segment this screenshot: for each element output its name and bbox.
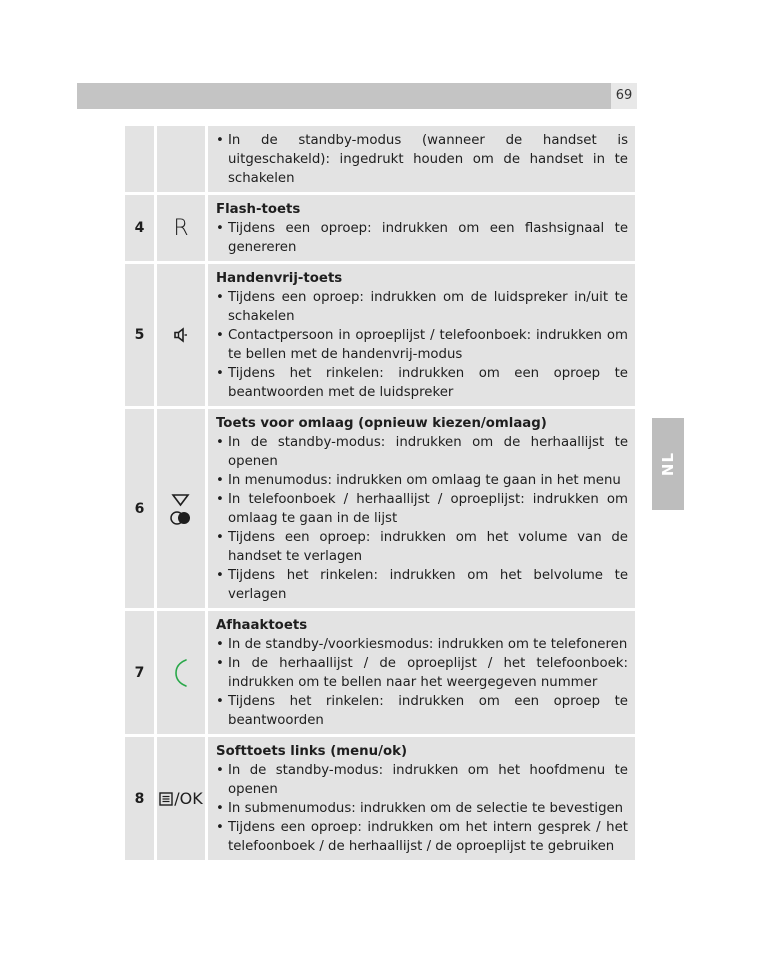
table-row	[125, 409, 635, 608]
row-description	[208, 737, 635, 860]
row-number	[125, 126, 154, 192]
bullet-item: • In de standby-modus: indrukken om het hoofdmenu te openen	[216, 761, 628, 799]
down-arrow-redial-icon	[168, 491, 194, 527]
bullet-list	[216, 131, 628, 188]
table-row	[125, 264, 635, 406]
row-description	[208, 195, 635, 261]
bullet-item: • Contactpersoon in oproeplijst / telefoonboek: indrukken om te bellen met de handenvrij-modus	[216, 326, 628, 364]
key-symbol	[157, 264, 205, 406]
row-heading: Handenvrij-toets	[216, 271, 343, 286]
bullet-item: • In de standby-modus: indrukken om de herhaallijst te openen	[216, 433, 628, 471]
key-symbol	[157, 195, 205, 261]
bullet-item: • Tijdens een oproep: indrukken om het volume van de handset te verlagen	[216, 528, 628, 566]
table-row	[125, 737, 635, 860]
bullet-list	[216, 433, 628, 604]
bullet-item: • Tijdens een oproep: indrukken om een flashsignaal te genereren	[216, 219, 628, 257]
flash-key-label: R	[173, 215, 189, 241]
key-symbol	[157, 409, 205, 608]
bullet-item: • In menumodus: indrukken om omlaag te gaan in het menu	[216, 471, 628, 490]
row-number: 5	[125, 264, 154, 406]
row-description	[208, 264, 635, 406]
key-function-table	[125, 126, 635, 860]
row-number: 8	[125, 737, 154, 860]
bullet-list	[216, 288, 628, 402]
ok-label: /OK	[174, 789, 203, 808]
language-tab-label: NL	[659, 451, 677, 477]
language-tab	[652, 418, 684, 510]
table-row	[125, 126, 635, 192]
bullet-item: • In de standby-modus (wanneer de handset is uitgeschakeld): ingedrukt houden om de handset in te schakelen	[216, 131, 628, 188]
bullet-item: • In de herhaallijst / de oproeplijst / het telefoonboek: indrukken om te bellen naar het weergegeven nummer	[216, 654, 628, 692]
bullet-list	[216, 219, 628, 257]
row-description	[208, 126, 635, 192]
page-number: 69	[611, 83, 637, 109]
table-row	[125, 611, 635, 734]
call-handset-icon	[173, 658, 189, 688]
bullet-list	[216, 635, 628, 730]
bullet-item: • Tijdens een oproep: indrukken om de luidspreker in/uit te schakelen	[216, 288, 628, 326]
key-symbol	[157, 611, 205, 734]
bullet-item: • Tijdens het rinkelen: indrukken om een oproep te beantwoorden met de luidspreker	[216, 364, 628, 402]
row-number: 7	[125, 611, 154, 734]
bullet-item: • Tijdens een oproep: indrukken om het intern gesprek / het telefoonboek / de herhaallijst / de oproeplijst te gebruiken	[216, 818, 628, 856]
row-description	[208, 409, 635, 608]
menu-ok-key	[159, 789, 202, 808]
menu-icon	[159, 792, 173, 806]
bullet-item: • Tijdens het rinkelen: indrukken om een oproep te beantwoorden	[216, 692, 628, 730]
row-description	[208, 611, 635, 734]
row-heading: Flash-toets	[216, 202, 301, 217]
bullet-item: • In submenumodus: indrukken om de selectie te bevestigen	[216, 799, 628, 818]
row-number: 6	[125, 409, 154, 608]
key-symbol	[157, 126, 205, 192]
bullet-item: • In de standby-/voorkiesmodus: indrukken om te telefoneren	[216, 635, 628, 654]
row-number: 4	[125, 195, 154, 261]
row-heading: Toets voor omlaag (opnieuw kiezen/omlaag)	[216, 416, 547, 431]
header-bar	[77, 83, 611, 109]
bullet-list	[216, 761, 628, 856]
bullet-item: • Tijdens het rinkelen: indrukken om het belvolume te verlagen	[216, 566, 628, 604]
key-symbol	[157, 737, 205, 860]
row-heading: Afhaaktoets	[216, 618, 308, 633]
row-heading: Softtoets links (menu/ok)	[216, 744, 408, 759]
table-row	[125, 195, 635, 261]
speaker-icon	[173, 327, 189, 343]
bullet-item: • In telefoonboek / herhaallijst / oproeplijst: indrukken om omlaag te gaan in de lijst	[216, 490, 628, 528]
